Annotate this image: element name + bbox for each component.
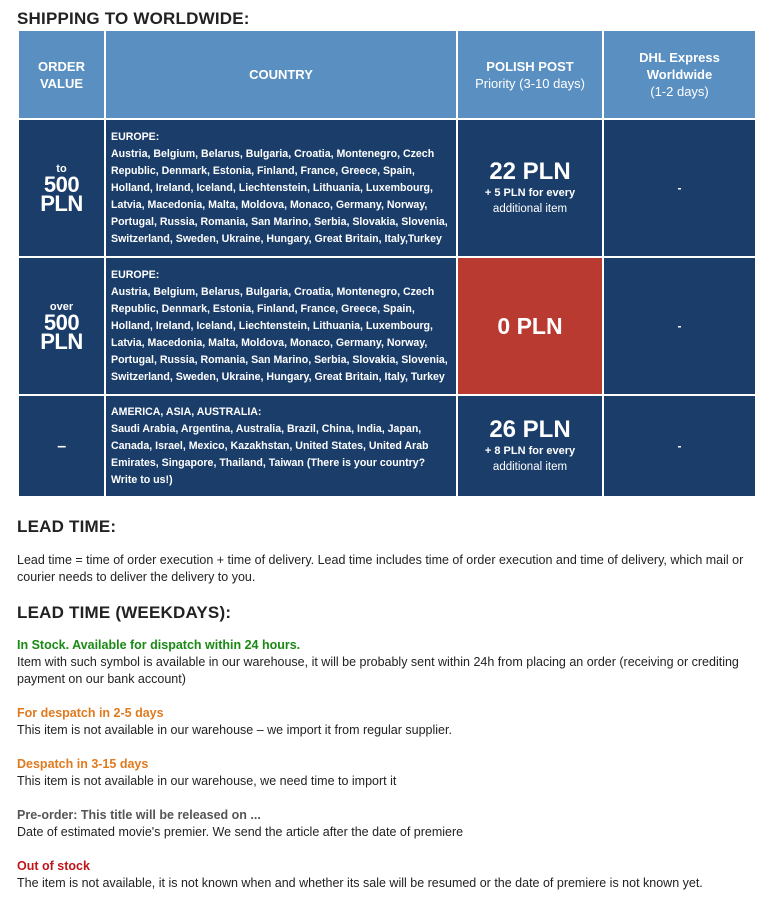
- order-value-cell: [19, 258, 104, 394]
- status-description: This item is not available in our warehouse – we import it from regular supplier.: [17, 723, 452, 737]
- price-value: 0 PLN: [497, 313, 563, 339]
- region-label: AMERICA, ASIA, AUSTRALIA:: [111, 405, 262, 418]
- lead-time-weekdays-title: LEAD TIME (WEEKDAYS):: [17, 603, 232, 622]
- order-value-currency: PLN: [40, 329, 83, 354]
- status-title: For despatch in 2-5 days: [17, 706, 164, 720]
- order-value-cell: [19, 120, 104, 256]
- price-value: 26 PLN: [489, 415, 571, 443]
- price-extra-note-2: additional item: [492, 202, 568, 215]
- price-value: 22 PLN: [489, 157, 571, 185]
- price-extra-note: + 8 PLN for every: [484, 444, 576, 457]
- header-country: COUNTRY: [106, 31, 456, 118]
- order-value-cell: [19, 396, 104, 496]
- polish-post-price-cell: [458, 258, 602, 394]
- status-item-despatch-2-5: [17, 705, 757, 739]
- dhl-price-cell: -: [604, 258, 755, 394]
- header-polish-post: [458, 31, 602, 118]
- header-dhl: [604, 31, 755, 118]
- status-item-despatch-3-15: [17, 756, 757, 790]
- order-value-amount: 500: [43, 172, 80, 197]
- status-title: In Stock. Available for dispatch within 24 hours.: [17, 638, 301, 652]
- lead-time-title: LEAD TIME:: [17, 517, 117, 536]
- status-title: Despatch in 3-15 days: [17, 757, 149, 771]
- dhl-price-cell: -: [604, 396, 755, 496]
- country-list: Austria, Belgium, Belarus, Bulgaria, Croatia, Montenegro, Czech Republic, Denmark, Estonia, Finland, France, Greece, Spain, Holland, Ireland, Iceland, Liechtenstein, Lithuania, Luxembourg, Latvia, Macedonia, Malta, Moldova, Monaco, Germany, Norway, Portugal, Russia, Romania, San Marino, Serbia, Slovakia, Slovenia, Switzerland, Sweden, Ukraine, Hungary, Great Britain, Italy, Turkey: [111, 285, 448, 383]
- table-row: [19, 396, 755, 496]
- header-order-value-line2: VALUE: [39, 75, 84, 91]
- lead-time-section: [17, 517, 757, 537]
- order-value-amount: 500: [43, 310, 80, 335]
- status-item-in-stock: [17, 637, 757, 688]
- country-list: Saudi Arabia, Argentina, Australia, Brazil, China, India, Japan, Canada, Israel, Mexico, Kazakhstan, United States, United Arab Emirates, Singapore, Thailand, Taiwan (There is your country? Write to us!): [111, 422, 429, 486]
- status-item-pre-order: [17, 807, 757, 841]
- status-title: Out of stock: [17, 859, 90, 873]
- price-extra-note-2: additional item: [492, 460, 568, 473]
- status-description: Date of estimated movie's premier. We send the article after the date of premiere: [17, 825, 464, 839]
- lead-time-text-block: [17, 552, 757, 586]
- country-list: Austria, Belgium, Belarus, Bulgaria, Croatia, Montenegro, Czech Republic, Denmark, Estonia, Finland, France, Greece, Spain, Holland, Ireland, Iceland, Liechtenstein, Lithuania, Luxembourg, Latvia, Macedonia, Malta, Moldova, Monaco, Germany, Norway, Portugal, Russia, Romania, San Marino, Serbia, Slovakia, Slovenia, Switzerland, Sweden, Ukraine, Hungary, Great Britain, Italy,Turkey: [111, 147, 448, 245]
- status-description: This item is not available in our warehouse, we need time to import it: [17, 774, 397, 788]
- lead-time-text: Lead time = time of order execution + time of delivery. Lead time includes time of order execution and time of delivery, which mail or courier needs to deliver the delivery to you.: [17, 553, 744, 584]
- order-value-currency: PLN: [40, 191, 83, 216]
- region-label: EUROPE:: [111, 130, 160, 143]
- polish-post-price-cell: [458, 396, 602, 496]
- header-dhl-line2: Worldwide: [646, 67, 713, 82]
- polish-post-price-cell: [458, 120, 602, 256]
- country-cell: [106, 396, 456, 496]
- order-value-prefix: to: [56, 163, 67, 175]
- shipping-table: [17, 29, 757, 498]
- order-value-prefix: over: [49, 301, 74, 313]
- table-header-row: [19, 31, 755, 118]
- header-dhl-line3: (1-2 days): [650, 84, 709, 99]
- order-value-amount: –: [57, 437, 66, 455]
- header-polish-post-line2: Priority (3-10 days): [475, 75, 585, 91]
- status-description: Item with such symbol is available in our warehouse, it will be probably sent within 24h from placing an order (receiving or crediting payment on our bank account): [17, 655, 739, 686]
- header-order-value-line1: ORDER: [38, 58, 85, 74]
- status-item-out-of-stock: [17, 858, 757, 892]
- table-row: [19, 258, 755, 394]
- region-label: EUROPE:: [111, 268, 160, 281]
- shipping-title: SHIPPING TO WORLDWIDE:: [17, 9, 250, 28]
- country-cell: [106, 120, 456, 256]
- status-description: The item is not available, it is not known when and whether its sale will be resumed or the date of premiere is not known yet.: [17, 876, 703, 890]
- status-title: Pre-order: This title will be released on ...: [17, 808, 261, 822]
- table-row: [19, 120, 755, 256]
- header-order-value: [19, 31, 104, 118]
- lead-time-weekdays-section: [17, 603, 757, 623]
- header-polish-post-line1: POLISH POST: [486, 58, 574, 74]
- price-extra-note: + 5 PLN for every: [484, 186, 576, 199]
- dhl-price-cell: -: [604, 120, 755, 256]
- country-cell: [106, 258, 456, 394]
- header-dhl-line1: DHL Express: [639, 50, 720, 65]
